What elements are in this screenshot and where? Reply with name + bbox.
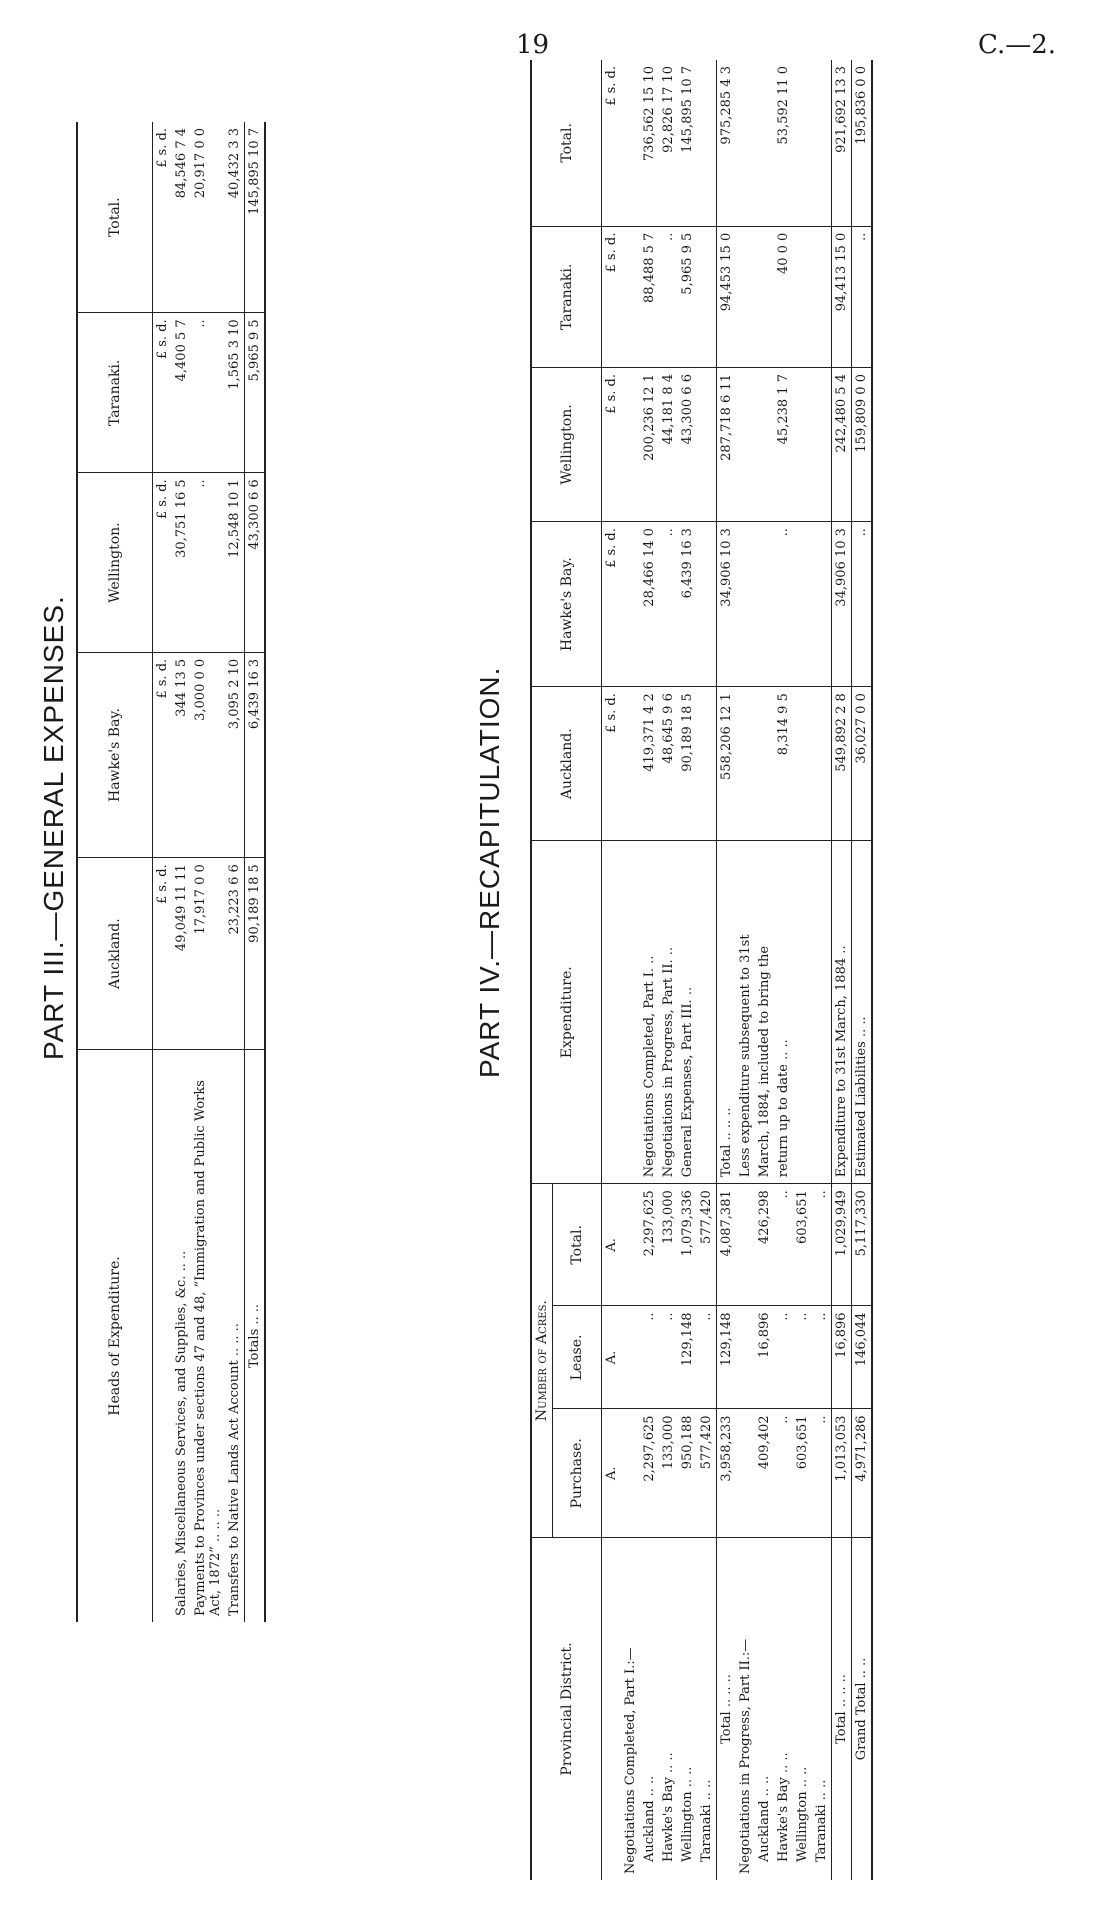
value-cell: 34,906 10 3: [717, 522, 737, 687]
table-row: [717, 60, 737, 1880]
value-cell: ..: [774, 1184, 793, 1306]
value-cell: 44,181 8 4: [659, 368, 678, 522]
value-cell: 40 0 0: [774, 226, 793, 367]
table-row: [659, 60, 678, 1880]
p3-head-hawkes: Hawke's Bay.: [77, 652, 153, 857]
value-cell: 53,592 11 0: [774, 60, 793, 226]
value-cell: [621, 226, 640, 367]
row-label: Totals .. ..: [245, 1050, 266, 1623]
value-cell: [697, 60, 717, 226]
value-cell: ..: [774, 1306, 793, 1409]
value-cell: 603,651: [793, 1409, 812, 1538]
value-cell: [621, 687, 640, 841]
cell: 5,965 9 5: [245, 313, 266, 473]
value-cell: 48,645 9 6: [659, 687, 678, 841]
p3-head-auckland: Auckland.: [77, 858, 153, 1050]
cell: 1,565 3 10: [225, 313, 245, 473]
p4-head-total: Total.: [531, 60, 602, 226]
unit-label: £ s. d.: [602, 60, 622, 226]
value-cell: [697, 687, 717, 841]
value-cell: 195,836 0 0: [852, 60, 873, 226]
value-cell: 200,236 12 1: [640, 368, 659, 522]
value-cell: [621, 1409, 640, 1538]
cell: 84,546 7 4: [172, 122, 191, 313]
value-cell: 159,809 0 0: [852, 368, 873, 522]
value-cell: 43,300 6 6: [678, 368, 697, 522]
value-cell: [793, 60, 812, 226]
value-cell: 2,297,625: [640, 1184, 659, 1306]
value-cell: ..: [812, 1306, 832, 1409]
p4-head-hawkes: Hawke's Bay.: [531, 522, 602, 687]
value-cell: 1,029,949: [832, 1184, 852, 1306]
table-row: [832, 60, 852, 1880]
page-number: 19: [516, 30, 550, 60]
unit-label: A.: [602, 1409, 622, 1538]
value-cell: ..: [812, 1409, 832, 1538]
cell: 40,432 3 3: [225, 122, 245, 313]
district-cell: Total .. .. ..: [832, 1538, 852, 1881]
expenditure-cell: [621, 841, 640, 1184]
district-cell: Auckland .. ..: [757, 1775, 772, 1862]
value-cell: 88,488 5 7: [640, 226, 659, 367]
value-cell: 16,896: [755, 1306, 774, 1409]
document-reference: C.—2.: [978, 30, 1057, 60]
part3-title: PART III.—GENERAL EXPENSES.: [38, 595, 69, 1060]
part4-title: PART IV.—RECAPITULATION.: [474, 666, 505, 1078]
value-cell: 1,079,336: [678, 1184, 697, 1306]
table-row: [755, 60, 774, 1880]
value-cell: [755, 60, 774, 226]
p3-head-total: Total.: [77, 122, 153, 313]
value-cell: 409,402: [755, 1409, 774, 1538]
table-row: [191, 122, 225, 1622]
expenditure-cell: [697, 841, 717, 1184]
p4-head-purchase: Purchase.: [553, 1409, 602, 1538]
value-cell: [736, 226, 755, 367]
unit-label: £ s. d.: [153, 652, 173, 857]
cell: 23,223 6 6: [225, 858, 245, 1050]
unit-label: £ s. d.: [153, 313, 173, 473]
table-row: [793, 60, 812, 1880]
cell: ..: [191, 473, 225, 653]
value-cell: [736, 368, 755, 522]
part4-table: [530, 60, 873, 1880]
p4-head-taranaki: Taranaki.: [531, 226, 602, 367]
unit-label: £ s. d.: [602, 368, 622, 522]
p4-head-wellington: Wellington.: [531, 368, 602, 522]
totals-row: [245, 122, 266, 1622]
cell: 344 13 5: [172, 652, 191, 857]
expenditure-cell: March, 1884, included to bring the: [755, 841, 774, 1184]
table-row: [640, 60, 659, 1880]
expenditure-cell: [812, 841, 832, 1184]
unit-label: A.: [602, 1306, 622, 1409]
district-cell: Auckland .. ..: [642, 1775, 657, 1862]
value-cell: 129,148: [678, 1306, 697, 1409]
value-cell: 45,238 1 7: [774, 368, 793, 522]
part3-table-wrapper: [76, 122, 266, 1622]
value-cell: [793, 522, 812, 687]
value-cell: [736, 1184, 755, 1306]
value-cell: 2,297,625: [640, 1409, 659, 1538]
table-row: [774, 60, 793, 1880]
value-cell: [755, 368, 774, 522]
value-cell: [736, 522, 755, 687]
value-cell: 145,895 10 7: [678, 60, 697, 226]
value-cell: 4,087,381: [717, 1184, 737, 1306]
value-cell: [793, 368, 812, 522]
unit-label: £ s. d.: [602, 687, 622, 841]
unit-label: £ s. d.: [602, 522, 622, 687]
value-cell: ..: [812, 1184, 832, 1306]
value-cell: [736, 687, 755, 841]
table-row: [697, 60, 717, 1880]
cell: 145,895 10 7: [245, 122, 266, 313]
row-label: Salaries, Miscellaneous Services, and Supplies, &c. .. ..: [174, 1250, 189, 1616]
cell: 43,300 6 6: [245, 473, 266, 653]
unit-label: A.: [602, 1184, 622, 1306]
value-cell: 5,117,330: [852, 1184, 873, 1306]
expenditure-cell: return up to date .. ..: [774, 841, 793, 1184]
value-cell: 94,453 15 0: [717, 226, 737, 367]
value-cell: 4,971,286: [852, 1409, 873, 1538]
table-row: [621, 60, 640, 1880]
p4-head-acres: Number of Acres.: [531, 1184, 553, 1538]
value-cell: 90,189 18 5: [678, 687, 697, 841]
value-cell: ..: [793, 1306, 812, 1409]
table-row: [172, 122, 191, 1622]
value-cell: 921,692 13 3: [832, 60, 852, 226]
value-cell: 5,965 9 5: [678, 226, 697, 367]
value-cell: ..: [697, 1306, 717, 1409]
value-cell: [812, 60, 832, 226]
cell: 30,751 16 5: [172, 473, 191, 653]
p4-head-acres-total: Total.: [553, 1184, 602, 1306]
p4-head-expenditure: Expenditure.: [531, 841, 602, 1184]
value-cell: [812, 522, 832, 687]
value-cell: 6,439 16 3: [678, 522, 697, 687]
district-cell: Grand Total .. ..: [852, 1538, 873, 1881]
p4-head-district: Provincial District.: [531, 1538, 602, 1881]
district-cell: Hawke's Bay .. ..: [661, 1752, 676, 1862]
value-cell: 133,000: [659, 1409, 678, 1538]
value-cell: 36,027 0 0: [852, 687, 873, 841]
unit-label: £ s. d.: [602, 226, 622, 367]
unit-label: £ s. d.: [153, 122, 173, 313]
value-cell: 549,892 2 8: [832, 687, 852, 841]
p3-head-taranaki: Taranaki.: [77, 313, 153, 473]
cell: 3,000 0 0: [191, 652, 225, 857]
value-cell: 133,000: [659, 1184, 678, 1306]
district-cell: Wellington .. ..: [795, 1766, 810, 1862]
value-cell: [621, 368, 640, 522]
value-cell: [621, 60, 640, 226]
district-cell: Taranaki .. ..: [699, 1779, 714, 1862]
value-cell: 94,413 15 0: [832, 226, 852, 367]
expenditure-cell: Negotiations Completed, Part I. ..: [640, 841, 659, 1184]
unit-label: £ s. d.: [153, 858, 173, 1050]
value-cell: [812, 368, 832, 522]
value-cell: 1,013,053: [832, 1409, 852, 1538]
value-cell: [793, 226, 812, 367]
cell: ..: [191, 313, 225, 473]
value-cell: 92,826 17 10: [659, 60, 678, 226]
value-cell: 16,896: [832, 1306, 852, 1409]
value-cell: [621, 522, 640, 687]
p3-head-wellington: Wellington.: [77, 473, 153, 653]
value-cell: 577,420: [697, 1409, 717, 1538]
district-cell: Total .. .. ..: [717, 1538, 737, 1881]
value-cell: [793, 687, 812, 841]
expenditure-cell: Expenditure to 31st March, 1884 ..: [832, 841, 852, 1184]
value-cell: 975,285 4 3: [717, 60, 737, 226]
cell: 20,917 0 0: [191, 122, 225, 313]
district-cell: Wellington .. ..: [680, 1766, 695, 1862]
table-row: [812, 60, 832, 1880]
value-cell: [697, 368, 717, 522]
expenditure-cell: Negotiations in Progress, Part II. ..: [659, 841, 678, 1184]
value-cell: 242,480 5 4: [832, 368, 852, 522]
cell: 49,049 11 11: [172, 858, 191, 1050]
value-cell: 950,188: [678, 1409, 697, 1538]
value-cell: ..: [852, 522, 873, 687]
cell: 90,189 18 5: [245, 858, 266, 1050]
value-cell: 129,148: [717, 1306, 737, 1409]
value-cell: ..: [852, 226, 873, 367]
p3-head-heads: Heads of Expenditure.: [77, 1050, 153, 1623]
part4-table-wrapper: [530, 60, 873, 1880]
value-cell: [736, 60, 755, 226]
value-cell: ..: [640, 1306, 659, 1409]
row-label: Payments to Provinces under sections 47 and 48, “Immigration and Public Works Act, 1872” .. .. ..: [193, 1080, 223, 1616]
value-cell: [621, 1306, 640, 1409]
value-cell: [736, 1306, 755, 1409]
cell: 17,917 0 0: [191, 858, 225, 1050]
cell: 3,095 2 10: [225, 652, 245, 857]
part3-table: [76, 122, 266, 1622]
table-row: [852, 60, 873, 1880]
cell: 6,439 16 3: [245, 652, 266, 857]
value-cell: 8,314 9 5: [774, 687, 793, 841]
table-row: [736, 60, 755, 1880]
district-cell: Negotiations in Progress, Part II.:—: [738, 1638, 753, 1874]
value-cell: 287,718 6 11: [717, 368, 737, 522]
value-cell: 28,466 14 0: [640, 522, 659, 687]
value-cell: [755, 226, 774, 367]
cell: 4,400 5 7: [172, 313, 191, 473]
district-cell: Taranaki .. ..: [814, 1779, 829, 1862]
expenditure-cell: Total .. .. ..: [717, 841, 737, 1184]
value-cell: ..: [774, 1409, 793, 1538]
expenditure-cell: Less expenditure subsequent to 31st: [736, 841, 755, 1184]
district-cell: Negotiations Completed, Part I.:—: [623, 1647, 638, 1874]
value-cell: ..: [659, 226, 678, 367]
value-cell: ..: [659, 522, 678, 687]
expenditure-cell: [793, 841, 812, 1184]
value-cell: 558,206 12 1: [717, 687, 737, 841]
value-cell: 34,906 10 3: [832, 522, 852, 687]
cell: 12,548 10 1: [225, 473, 245, 653]
p4-head-auckland: Auckland.: [531, 687, 602, 841]
value-cell: 419,371 4 2: [640, 687, 659, 841]
p4-head-lease: Lease.: [553, 1306, 602, 1409]
value-cell: [697, 226, 717, 367]
expenditure-cell: Estimated Liabilities .. ..: [852, 841, 873, 1184]
value-cell: 736,562 15 10: [640, 60, 659, 226]
value-cell: [621, 1184, 640, 1306]
district-cell: Hawke's Bay .. ..: [776, 1752, 791, 1862]
value-cell: 603,651: [793, 1184, 812, 1306]
value-cell: 426,298: [755, 1184, 774, 1306]
row-label: Transfers to Native Lands Act Account .. .. ..: [227, 1323, 242, 1616]
value-cell: [736, 1409, 755, 1538]
table-row: [678, 60, 697, 1880]
value-cell: 577,420: [697, 1184, 717, 1306]
table-row: [225, 122, 245, 1622]
value-cell: ..: [659, 1306, 678, 1409]
value-cell: [812, 226, 832, 367]
value-cell: ..: [774, 522, 793, 687]
value-cell: 3,958,233: [717, 1409, 737, 1538]
value-cell: [697, 522, 717, 687]
expenditure-cell: General Expenses, Part III. ..: [678, 841, 697, 1184]
value-cell: [755, 687, 774, 841]
value-cell: 146,044: [852, 1306, 873, 1409]
value-cell: [812, 687, 832, 841]
unit-label: £ s. d.: [153, 473, 173, 653]
value-cell: [755, 522, 774, 687]
